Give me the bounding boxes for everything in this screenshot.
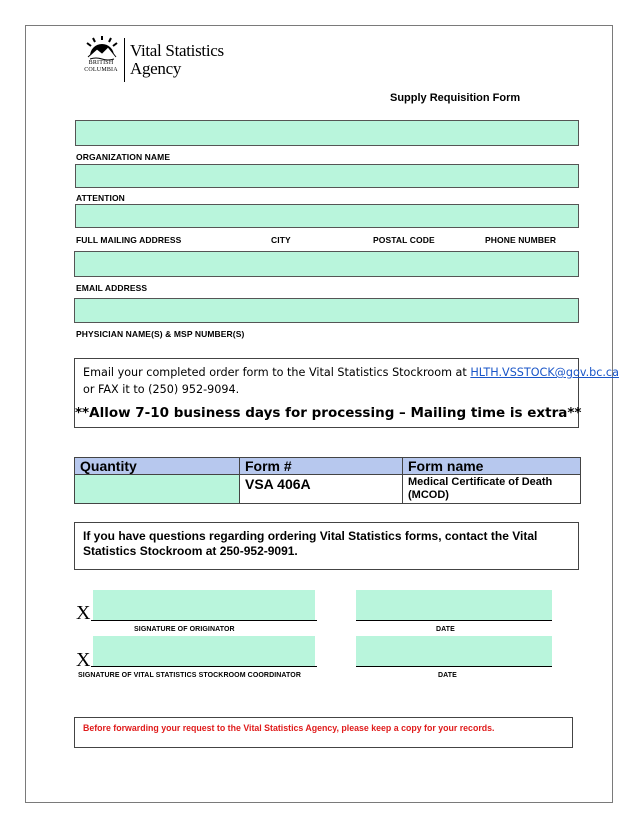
instructions-line-1 <box>83 366 619 379</box>
instructions-line-2: or FAX it to (250) 952-9094. <box>83 383 240 396</box>
coordinator-signature-input[interactable] <box>93 636 315 666</box>
coordinator-date-label: DATE <box>438 672 457 679</box>
originator-x-mark: X <box>76 602 91 624</box>
processing-time-note: **Allow 7-10 business days for processing – Mailing time is extra** <box>75 405 582 421</box>
form-name-header: Form name <box>403 458 581 475</box>
contact-text: If you have questions regarding ordering Vital Statistics forms, contact the Vital Statistics Stockroom at 250-952-9091. <box>83 529 538 558</box>
table-header-row <box>75 458 581 475</box>
originator-date-input[interactable] <box>356 590 552 620</box>
bc-sun-mountain-icon <box>82 36 122 62</box>
coordinator-signature-line <box>91 666 317 667</box>
originator-signature-label: SIGNATURE OF ORIGINATOR <box>134 626 235 633</box>
organization-name-input[interactable] <box>75 120 579 146</box>
brand-line-british: BRITISH <box>88 60 114 66</box>
form-name-cell: Medical Certificate of Death (MCOD) <box>403 475 581 504</box>
phone-number-label: PHONE NUMBER <box>485 235 557 245</box>
originator-signature-input[interactable] <box>93 590 315 620</box>
bc-logo <box>82 36 122 84</box>
keep-copy-notice <box>74 717 573 748</box>
instructions-prefix: Email your completed order form to the Vital Statistics Stockroom at <box>83 366 471 379</box>
agency-line-2: Agency <box>130 59 182 78</box>
coordinator-date-line <box>356 666 552 667</box>
brand-line-columbia: COLUMBIA <box>84 67 118 73</box>
agency-line-1: Vital Statistics <box>130 41 224 60</box>
email-address-label: EMAIL ADDRESS <box>76 283 148 293</box>
quantity-input[interactable] <box>75 475 240 504</box>
full-mailing-address-label: FULL MAILING ADDRESS <box>76 235 182 245</box>
instructions-box <box>74 358 619 428</box>
keep-copy-notice-text: Before forwarding your request to the Vital Statistics Agency, please keep a copy for your records. <box>83 723 495 733</box>
coordinator-date-input[interactable] <box>356 636 552 666</box>
originator-signature-line <box>91 620 317 621</box>
form-number-header: Form # <box>240 458 403 475</box>
quantity-header: Quantity <box>75 458 240 475</box>
originator-date-label: DATE <box>436 626 455 633</box>
coordinator-x-mark: X <box>76 649 91 671</box>
organization-name-label: ORGANIZATION NAME <box>76 152 171 162</box>
city-label: CITY <box>271 235 291 245</box>
postal-code-label: POSTAL CODE <box>373 235 435 245</box>
attention-input[interactable] <box>75 164 579 188</box>
contact-box <box>74 522 579 570</box>
coordinator-signature-label: SIGNATURE OF VITAL STATISTICS STOCKROOM COORDINATOR <box>78 672 302 679</box>
address-details-input[interactable] <box>74 251 579 277</box>
stockroom-email-link[interactable]: HLTH.VSSTOCK@gov.bc.ca <box>470 366 619 379</box>
attention-label: ATTENTION <box>76 193 125 203</box>
agency-name <box>130 42 224 78</box>
email-address-input[interactable] <box>74 298 579 323</box>
form-number-cell: VSA 406A <box>240 475 403 504</box>
table-row <box>75 475 581 504</box>
physician-label: PHYSICIAN NAME(S) & MSP NUMBER(S) <box>76 329 245 339</box>
logo-divider <box>124 38 125 82</box>
form-title: Supply Requisition Form <box>390 92 521 104</box>
order-table <box>74 457 581 504</box>
originator-date-line <box>356 620 552 621</box>
full-mailing-address-input[interactable] <box>75 204 579 228</box>
